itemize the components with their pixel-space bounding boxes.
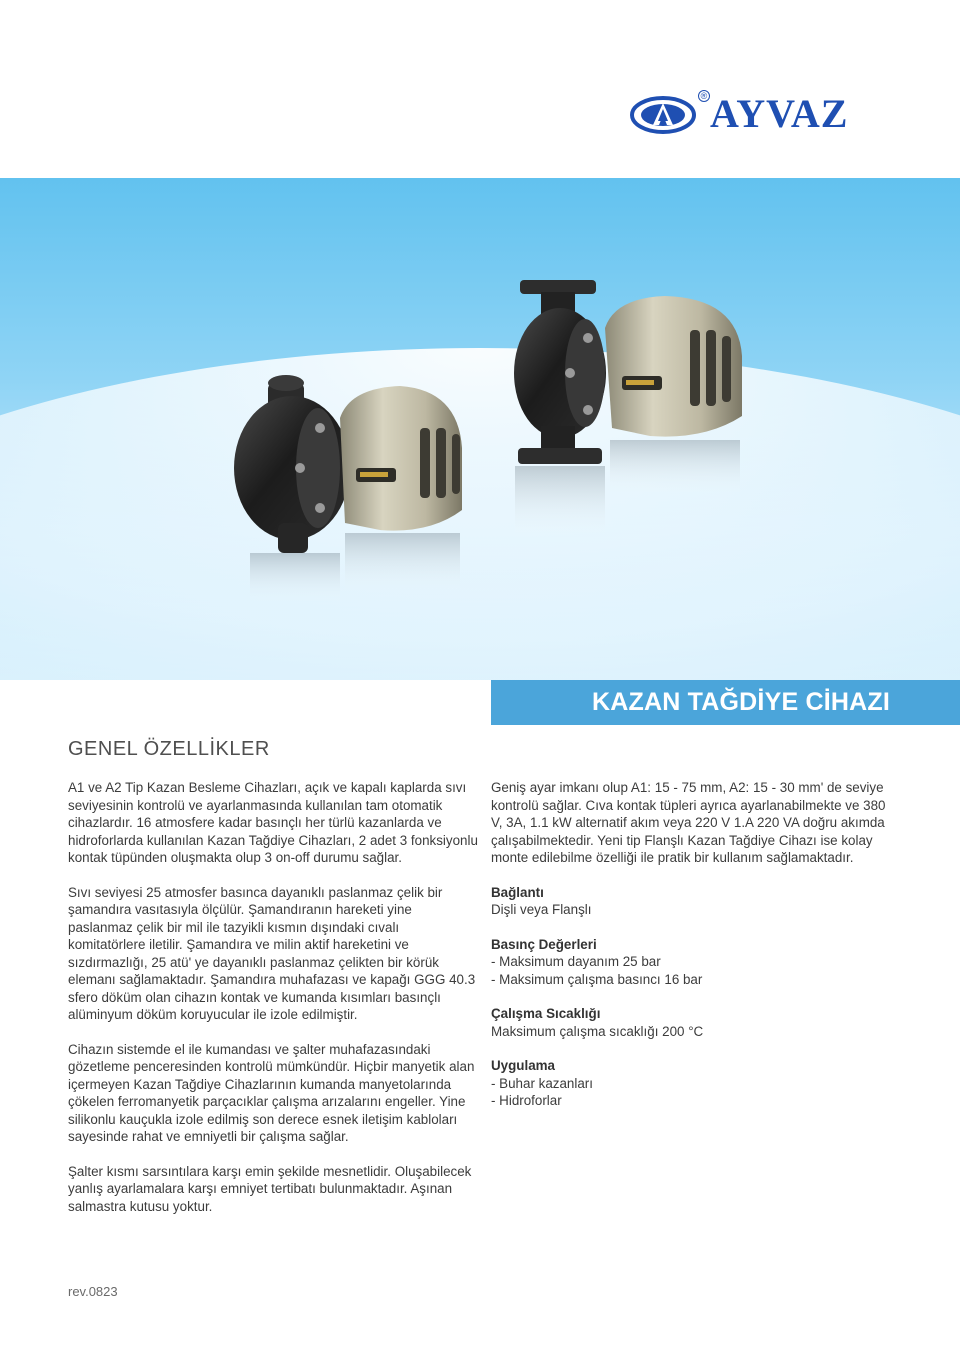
ayvaz-logo: [630, 90, 895, 140]
right-column: [491, 779, 891, 1127]
spec-line: Dişli veya Flanşlı: [491, 902, 592, 917]
product-title-banner: [491, 680, 960, 725]
paragraph: Cihazın sistemde el ile kumandası ve şalter muhafazasındaki gözetleme penceresinden kontrolü mümkündür. Hiçbir manyetik alan içermeyen Kazan Tağdiye Cihazlarının kumanda manyetolarında çökelen ferromanyetik parçacıklar çalışma arızalarını engeller. Yine silikonlu kauçukla izole edilmiş son derece esnek iletişim kabloları sayesinde rahat ve emniyetli bir çalışma sağlar.: [68, 1041, 475, 1144]
product-hero-image: [0, 178, 960, 680]
spec-heading: Bağlantı: [491, 884, 544, 900]
revision-label: rev.0823: [68, 1284, 118, 1299]
registered-mark: ®: [698, 90, 710, 102]
spec-line: - Maksimum dayanım 25 bar: [491, 954, 661, 969]
device-left: [234, 375, 462, 603]
spec-heading: Çalışma Sıcaklığı: [491, 1006, 601, 1021]
spec-line: - Buhar kazanları: [491, 1075, 593, 1091]
left-column: [68, 779, 478, 1232]
spec-line: - Maksimum çalışma basıncı 16 bar: [491, 971, 703, 987]
spec-heading: Basınç Değerleri: [491, 936, 597, 952]
spec-line: Maksimum çalışma sıcaklığı 200 °C: [491, 1023, 704, 1039]
paragraph: Sıvı seviyesi 25 atmosfer basınca dayanıklı paslanmaz çelik bir şamandıra vasıtasıyla ölçülür. Şamandıranın hareketi yine paslanmaz çelik bir mil ile tazyikli kısmın dışındaki cıvalı komitatörlere iletilir. Şamandıra ve milin aktif hareketini ve sızdırmazlığı, 25 atü' ye dayanıklı paslanmaz çelikten bir körük elemanı sağlamaktadır. Şamandıra muhafazası ve kapağı GGG 40.3 sfero döküm olan cihazın kontak ve kumanda kısımları basınçlı alüminyum döküm koruyucular ile izole edilmiştir.: [68, 884, 476, 1022]
paragraph: A1 ve A2 Tip Kazan Besleme Cihazları, açık ve kapalı kaplarda sıvı seviyesinin kontrolü ve ayarlanmasında kullanılan tam otomatik cihazlardır. 16 atmosfere kadar basınçlı her türlü kazanlarda ve hidroforlarda kullanılan Kazan Tağdiye Cihazları, 2 adet 3 fonksiyonlu kontak tüpünden oluşmakta olup 3 on-off durumu sağlar.: [68, 780, 478, 865]
paragraph: Geniş ayar imkanı olup A1: 15 - 75 mm, A2: 15 - 30 mm' de seviye kontrolü sağlar. Cıva kontak tüpleri ayrıca ayarlanabilmekte ve 380 V, 3A, 1.1 kW alternatif akım veya 220 V 1.A 220 VA doğru akımda çalışabilmektedir. Yeni tip Flanşlı Kazan Tağdiye Cihazı ise kolay monte edilebilme özelliği ile pratik bir kullanım sağlamaktadır.: [491, 780, 886, 865]
spec-temperature: [491, 1005, 891, 1040]
spec-heading: Uygulama: [491, 1058, 555, 1073]
section-title: GENEL ÖZELLİKLER: [68, 738, 270, 760]
product-photo-illustration: [0, 178, 960, 680]
spec-application: [491, 1057, 891, 1110]
page-header: [0, 0, 960, 178]
logo-wordmark: AYVAZ: [710, 91, 849, 136]
spec-connection: [491, 884, 891, 919]
product-title: KAZAN TAĞDİYE CİHAZI: [592, 688, 890, 716]
spec-line: - Hidroforlar: [491, 1093, 562, 1108]
ayvaz-emblem-icon: [630, 95, 696, 135]
paragraph: Şalter kısmı sarsıntılara karşı emin şekilde mesnetlidir. Oluşabilecek yanlış ayarlamalara karşı emniyet tertibatı bulunmaktadır. Aşınan salmastra kutusu yoktur.: [68, 1163, 472, 1214]
spec-pressure: [491, 936, 891, 989]
